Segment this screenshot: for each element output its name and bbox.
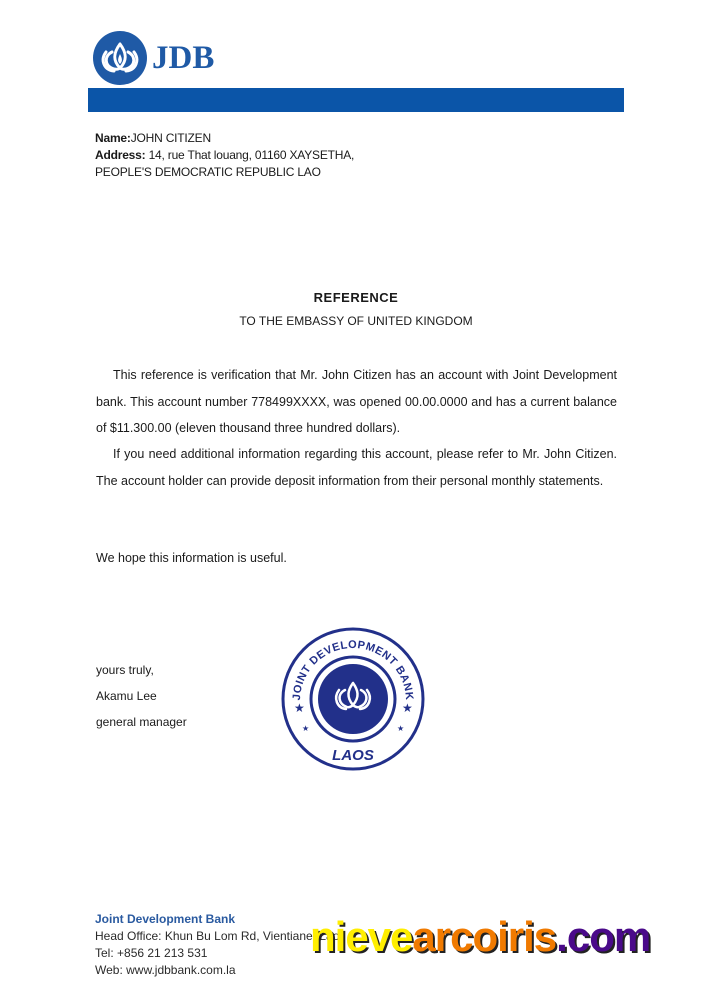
paragraph-2	[96, 441, 617, 494]
footer-tel: Tel: +856 21 213 531	[95, 946, 208, 960]
paragraph-1-text: This reference is verification that Mr. John Citizen has an account with Joint Development bank. This account number 778499XXXX, was opened 00.00.0000 and has a current balance of $11.300.00 (eleven thousand three hundred dollars).	[96, 368, 617, 435]
recipient-block	[95, 130, 354, 181]
closing-line: We hope this information is useful.	[96, 551, 287, 565]
footer-head-office: Head Office: Khun Bu Lom Rd, Vientiane, Lao	[95, 929, 340, 943]
logo-text: JDB	[152, 39, 215, 76]
stamp-top-text: JOINT DEVELOPMENT BANK	[290, 638, 416, 701]
reference-title: REFERENCE	[313, 290, 399, 305]
stamp-star-icon: ★	[402, 701, 413, 715]
signer-title: general manager	[96, 715, 187, 729]
recipient-address	[95, 147, 354, 164]
signature-block	[96, 657, 187, 735]
recipient-name	[95, 130, 354, 147]
signer-name: Akamu Lee	[96, 689, 157, 703]
lotus-icon	[92, 30, 148, 86]
reference-subtitle: TO THE EMBASSY OF UNITED KINGDOM	[239, 314, 473, 328]
stamp-star-icon: ★	[302, 724, 310, 733]
footer-bank-name: Joint Development Bank	[95, 912, 236, 926]
watermark-part1: nieve	[310, 913, 413, 960]
address-line2: PEOPLE'S DEMOCRATIC REPUBLIC LAO	[95, 165, 321, 179]
salutation: yours truly,	[96, 663, 154, 677]
address-line1: 14, rue That louang, 01160 XAYSETHA,	[148, 148, 355, 162]
bank-logo	[92, 30, 214, 86]
paragraph-2-text: If you need additional information regarding this account, please refer to Mr. John Citizen. The account holder can provide deposit information from their personal monthly statements.	[96, 447, 617, 488]
name-value: JOHN CITIZEN	[130, 131, 211, 145]
watermark-part3: .com	[556, 913, 651, 960]
bank-stamp	[278, 627, 428, 772]
header-bar	[88, 88, 624, 112]
address-label: Address:	[95, 148, 146, 162]
footer-web: Web: www.jdbbank.com.la	[95, 963, 236, 977]
paragraph-1	[96, 362, 617, 442]
stamp-star-icon: ★	[397, 724, 405, 733]
stamp-seal-icon	[278, 627, 428, 772]
stamp-star-icon: ★	[294, 701, 305, 715]
stamp-bottom-text: LAOS	[332, 747, 374, 764]
watermark-part2: arcoiris	[412, 913, 557, 960]
name-label: Name:	[95, 131, 131, 145]
footer	[95, 911, 339, 979]
watermark	[310, 912, 650, 962]
